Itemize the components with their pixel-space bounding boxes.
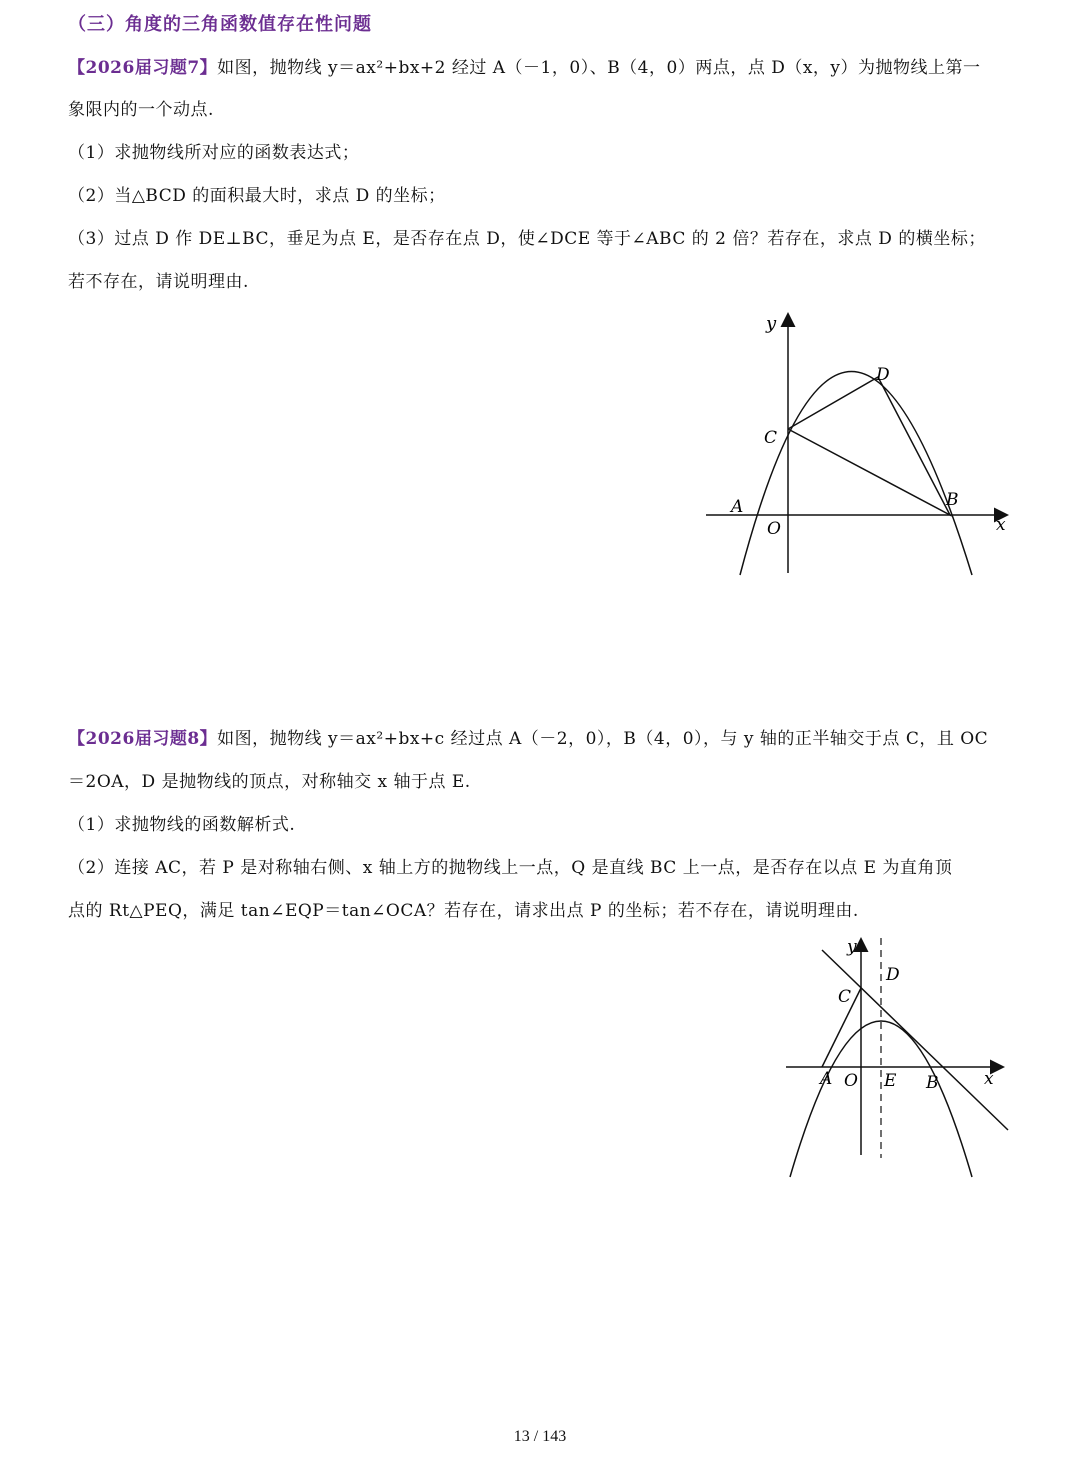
triangle-bcd: [788, 377, 950, 515]
problem8-line2: ＝2OA，D 是抛物线的顶点，对称轴交 x 轴于点 E.: [68, 772, 471, 792]
problem8-line1: [68, 727, 988, 751]
label-d: D: [886, 965, 900, 985]
label-a: A: [731, 497, 744, 517]
problem7-question3-cont: 若不存在，请说明理由.: [68, 272, 249, 292]
label-c: C: [838, 987, 852, 1007]
section-title: （三）角度的三角函数值存在性问题: [68, 14, 372, 35]
label-y: y: [766, 313, 777, 334]
page-number: 13 / 143: [513, 1428, 567, 1445]
label-d: D: [876, 365, 890, 385]
problem7-line1: [68, 56, 981, 80]
label-x: x: [996, 515, 1006, 535]
problem8-text1: 如图，抛物线 y＝ax²+bx+c 经过点 A（－2，0），B（4，0），与 y 轴的正半轴交于点 C，且 OC: [217, 729, 989, 749]
problem7-line2: 象限内的一个动点.: [68, 100, 214, 120]
problem8-question1: （1）求抛物线的函数解析式.: [68, 815, 296, 835]
problem7-question3: （3）过点 D 作 DE⊥BC，垂足为点 E，是否存在点 D，使∠DCE 等于∠ABC 的 2 倍？若存在，求点 D 的横坐标；: [68, 229, 986, 249]
parabola: [740, 372, 972, 576]
problem8-question2-cont: 点的 Rt△PEQ，满足 tan∠EQP＝tan∠OCA？若存在，请求出点 P 的坐标；若不存在，请说明理由.: [68, 901, 859, 921]
label-e: E: [884, 1071, 897, 1091]
problem8-figure: [780, 930, 1020, 1185]
problem8-graph: [780, 930, 1020, 1185]
problem7-figure: [700, 305, 1020, 585]
problem8-tag: 【2026届习题8】: [68, 729, 218, 749]
label-x: x: [984, 1069, 994, 1089]
label-o: O: [767, 519, 781, 539]
problem7-graph: [700, 305, 1020, 585]
problem7-text1: 如图，抛物线 y＝ax²+bx+2 经过 A（－1，0）、B（4，0）两点，点 D（x，y）为抛物线上第一: [217, 58, 981, 78]
label-a: A: [820, 1069, 833, 1089]
label-b: B: [946, 490, 959, 510]
label-o: O: [844, 1071, 858, 1091]
problem8-question2: （2）连接 AC，若 P 是对称轴右侧、x 轴上方的抛物线上一点，Q 是直线 BC 上一点，是否存在以点 E 为直角顶: [68, 858, 953, 878]
problem7-question2: （2）当△BCD 的面积最大时，求点 D 的坐标；: [68, 186, 446, 206]
label-b: B: [926, 1073, 939, 1093]
label-y: y: [847, 937, 857, 957]
problem7-tag: 【2026届习题7】: [68, 58, 218, 78]
problem7-question1: （1）求抛物线所对应的函数表达式；: [68, 143, 360, 163]
label-c: C: [764, 428, 778, 448]
